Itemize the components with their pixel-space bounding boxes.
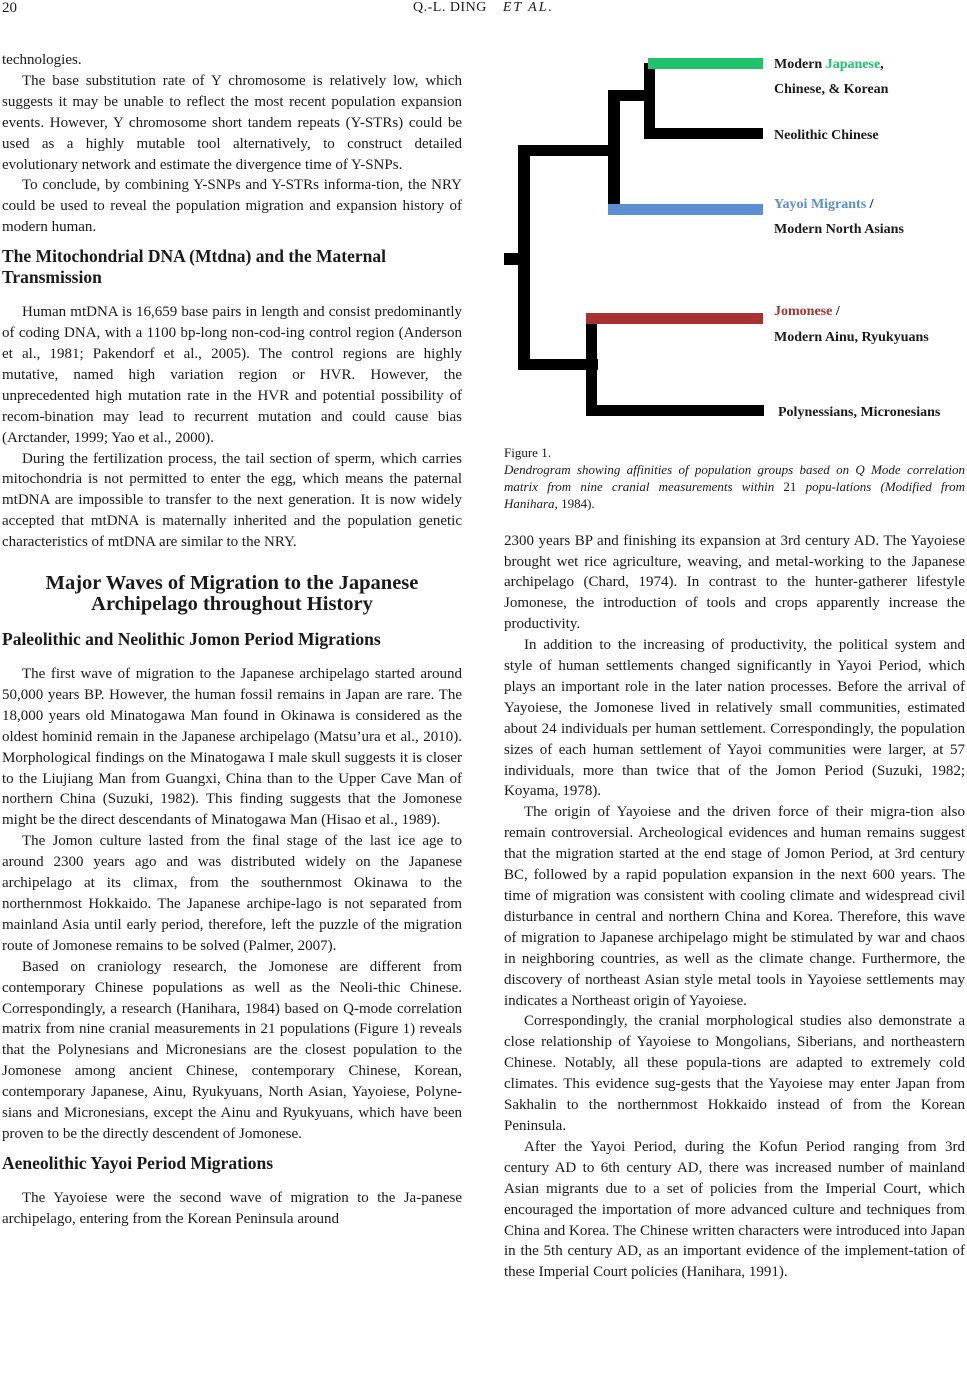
running-header	[0, 0, 967, 16]
leaf-modern-japanese	[648, 58, 763, 69]
paragraph: To conclude, by combining Y-SNPs and Y-STRs informa-tion, the NRY could be used to reveal the population migration and expansion history of modern human.	[2, 177, 462, 236]
label-modern-japanese: Modern Japanese,	[774, 57, 884, 72]
section-heading-mtdna: The Mitochondrial DNA (Mtdna) and the Maternal Transmission	[2, 246, 387, 288]
paragraph: Human mtDNA is 16,659 base pairs in length and consist predominantly of coding DNA, with a 1100 bp-long non-cod-ing control region (Anderson et al., 1981; Pakendorf et al., 2005). The control regions are highly mutative, named high variation region or HVR. However, the unprecedented high mutation rate in the HVR and potential possibility of recom-bination may lead to recurrent mutation and could cause bias (Arctander, 1999; Yao et al., 2000).	[2, 304, 462, 446]
paragraph: Based on craniology research, the Jomonese are different from contemporary Chinese populations as well as the Neoli-thic Chinese. Correspondingly, a research (Hanihara, 1984) based on Q-mode correlation matrix from nine cranial measurements in 21 populations (Figure 1) reveals that the Polynesians and Micronesians are the closest population to the Jomonese among ancient Chinese, contemporary Chinese, Korean, contemporary Japanese, Ainu, Ryukyuans, North Asian, Yayoiese, Polyne-sians and Micronesians, except the Ainu and Ryukyuans, which have been proven to be the directly descendent of Jomonese.	[2, 958, 462, 1142]
subsection-heading-yayoi: Aeneolithic Yayoi Period Migrations	[2, 1152, 274, 1173]
paragraph: The Jomon culture lasted from the final stage of the last ice age to around 2300 years ago and was distributed widely on the Japanese archipelago at its climax, from the southernmost Okinawa to the northernmost Hokkaido. The Japanese archipe-lago is not separated from mainland Asia until early period, therefore, left the puzzle of the migration route of Jomonese remains to be solved (Palmer, 2007).	[2, 833, 462, 954]
branch-lower-vertical	[586, 313, 597, 416]
label-yayoi: Yayoi Migrants /	[774, 197, 874, 212]
leaf-neolithic-chinese	[644, 128, 763, 139]
section-heading-major-waves: Major Waves of Migration to the Japanese Archipelago throughout History	[45, 572, 419, 616]
paragraph: The origin of Yayoiese and the driven force of their migra-tion also remain controversial. Archeological evidences and human remains suggest that the migration started at the end stage of Jomon Period, at 3rd century BC, followed by a rapid population expansion in the next 600 years. The time of migration was consistent with cooling climate and widespread civil disturbance in central and northern China and Korea. Therefore, this wave of migration to Japanese archipelago might be stimulated by war and chaos in neighboring countries, as well as the climate change. Furthermore, the discovery of northeast Asian style metal tools in Yayoiese settlements may indicates a Northeast origin of Yayoiese.	[504, 804, 965, 1009]
paragraph: The base substitution rate of Y chromosome is relatively low, which suggests it may be unable to reflect the most recent population expansion events. However, Y chromosome short tandem repeats (Y-STRs) could be used as a highly mutable tool alternatively, to construct detailed evolutionary network and estimate the divergence time of Y-SNPs.	[2, 72, 462, 173]
paragraph: Correspondingly, the cranial morphological studies also demonstrate a close relationship of Yayoiese to Mongolians, Siberians, and northeastern Chinese. Notably, all these popula-tions are adapted to extremely cold climates. This evidence sug-gests that the Yayoiese may enter Japan from Sakhalin to the northernmost Hokkaido instead of from the Korean Peninsula.	[504, 1013, 965, 1134]
label-polynesians: Polynessians, Micronesians	[778, 405, 941, 420]
label-chinese-korean: Chinese, & Korean	[774, 82, 889, 97]
label-north-asians: Modern North Asians	[774, 222, 904, 237]
paragraph: The first wave of migration to the Japanese archipelago started around 50,000 years BP. However, the human fossil remains in Japan are rare. The 18,000 years old Minatogawa Man found in Okinawa is considered as the oldest hominid remain in the Japanese archipelago (Matsu’ura et al., 2010). Morphological findings on the Minatogawa I male skull suggests it is closer to the Liujiang Man from Guangxi, China than to the Upper Cave Man of northern China (Suzuki, 1982). This finding suggests that the Jomonese might be the direct descendants of Minatogawa Man (Hisao et al., 1989).	[2, 666, 462, 829]
page-number: 20	[2, 0, 17, 16]
branch-root	[504, 253, 520, 265]
subsection-heading-jomon: Paleolithic and Neolithic Jomon Period Migrations	[2, 629, 381, 650]
label-ainu-ryukyuans: Modern Ainu, Ryukyuans	[774, 330, 929, 345]
label-jomonese: Jomonese /	[774, 304, 840, 319]
branch-sub	[608, 90, 646, 101]
figure-caption: Dendrogram showing affinities of population groups based on Q Mode correlation matrix from nine cranial measurements within 21 popu-lations (Modified from Hanihara, 1984).	[504, 462, 965, 512]
leaf-jomonese	[586, 313, 763, 324]
leaf-yayoi	[608, 204, 763, 215]
leaf-polynesians	[586, 405, 764, 416]
author-etal: ET AL.	[502, 0, 554, 15]
branch-upper	[518, 145, 618, 156]
paragraph: In addition to the increasing of productivity, the political system and style of human settlements changed significantly in Yayoi Period, which plays an important role in the later nation processes. Before the arrival of Yayoiese, the Jomonese lived in relatively small communities, estimated about 24 individuals per human settlement. Correspondingly, the population sizes of each human settlement of Yayoi communities were larger, at 57 individuals, more than twice that of the Jomon Period (Suzuki, 1982; Koyama, 1978).	[504, 637, 965, 800]
dendrogram-figure	[504, 50, 965, 440]
author-name: Q.-L. DING	[413, 0, 487, 15]
paragraph: 2300 years BP and finishing its expansion at 3rd century AD. The Yayoiese brought wet rice agriculture, weaving, and metal-working to the Japanese archipelago (Chard, 1974). In contrast to the hunter-gatherer lifestyle Jomonese, the introduction of tools and crops apparently increase the productivity.	[504, 532, 965, 633]
branch-main-vertical	[518, 145, 530, 370]
paragraph: After the Yayoi Period, during the Kofun Period ranging from 3rd century AD to 6th century AD, there was increased number of mainland Asian migrants due to a set of policies from the Imperial Court, which encouraged the importation of more advanced culture and techniques from China and Korea. The Chinese written characters were introduced into Japan in the 5th century AD, as an important evidence of the implement-tation of these Imperial Court policies (Hanihara, 1991).	[504, 1138, 965, 1281]
figure-caption-label: Figure 1.	[504, 445, 551, 460]
paragraph: During the fertilization process, the tail section of sperm, which carries mitochondria is not permitted to enter the egg, which means the paternal mtDNA are impossible to transfer to the next generation. It is now widely accepted that mtDNA is maternally inherited and the population genetic characteristics of mtDNA are similar to the NRY.	[2, 450, 462, 551]
paragraph: The Yayoiese were the second wave of migration to the Ja-panese archipelago, entering from the Korean Peninsula around	[2, 1189, 462, 1227]
left-column	[2, 50, 462, 1230]
branch-sub-vertical	[644, 63, 655, 139]
label-neolithic-chinese: Neolithic Chinese	[774, 128, 879, 143]
paragraph: technologies.	[2, 52, 82, 68]
branch-upper-vertical	[608, 90, 620, 212]
dendrogram-svg	[504, 50, 965, 440]
right-column	[504, 50, 965, 1283]
